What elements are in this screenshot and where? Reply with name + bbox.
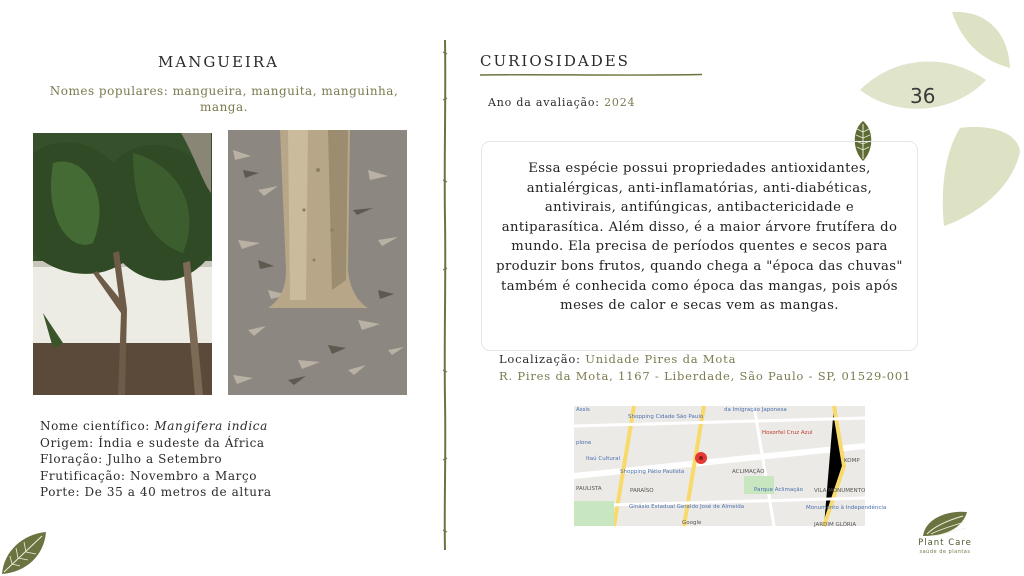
map-label-imigracao: da Imigração Japonesa xyxy=(724,407,787,413)
corner-leaf-icon xyxy=(0,528,48,576)
plant-title: MANGUEIRA xyxy=(158,53,279,71)
flowering-row: Floração: Julho a Setembro xyxy=(40,452,223,466)
plant-care-logo-icon xyxy=(905,506,985,564)
scientific-name-label: Nome científico: xyxy=(40,419,155,433)
location-label: Localização: xyxy=(499,352,586,366)
map-label-aclimacao: ACLIMAÇÃO xyxy=(732,469,765,475)
map-label-ginasio: Ginásio Estadual Geraldo José de Almeida xyxy=(629,504,745,510)
map-label-paulista: PAULISTA xyxy=(576,486,602,492)
map-label-hoxorfel: Hoxorfel Cruz Azul xyxy=(762,430,813,436)
tree-trunk-photo xyxy=(228,130,407,395)
evaluation-year-label: Ano da avaliação: xyxy=(488,96,605,109)
plant-facts xyxy=(40,418,272,501)
map-label-plone: plone xyxy=(576,440,592,446)
location-value: Unidade Pires da Mota xyxy=(585,352,737,366)
evaluation-year xyxy=(488,96,635,109)
column-divider xyxy=(440,40,450,550)
map-label-shopping-cidade: Shopping Cidade São Paulo xyxy=(628,414,704,420)
scientific-name-row xyxy=(40,418,272,435)
curiosities-heading: CURIOSIDADES xyxy=(480,52,630,70)
scientific-name-value: Mangifera indica xyxy=(154,419,268,433)
map-label-vila: VILA MONUMENTO xyxy=(814,488,866,494)
fruiting-row: Frutificação: Novembro a Março xyxy=(40,468,258,483)
location-map[interactable] xyxy=(574,406,887,528)
origin-row: Origem: Índia e sudeste da África xyxy=(40,435,265,450)
map-label-paraiso: PARAÍSO xyxy=(630,488,654,494)
mango-tree-photo xyxy=(33,133,212,395)
location xyxy=(499,352,736,366)
map-label-itau: Itaú Cultural xyxy=(586,456,621,462)
map-label-monumento: Monumento à Independência xyxy=(806,505,887,511)
map-label-parque: Parque Aclimação xyxy=(754,487,803,493)
curiosity-text: Essa espécie possui propriedades antioxidantes, antialérgicas, anti-inflamatórias, anti-diabéticas, antivirais, antifúngicas, antibactericidade e antiparasítica. Além disso, é a maior árvore frutífera do mundo. Ela precisa de períodos quentes e secos para produzir bons frutos, quando chega a "época das chuvas" também é conhecida como época das mangas, pois após meses de calor e secas vem as mangas. xyxy=(481,141,918,351)
map-label-google: Google xyxy=(682,520,702,526)
map-label-jardim: JARDIM GLÓRIA xyxy=(814,522,857,528)
brand-name: Plant Care xyxy=(918,538,972,548)
page-number: 36 xyxy=(910,84,936,108)
map-label-patio: Shopping Pátio Paulista xyxy=(620,469,685,475)
address: R. Pires da Mota, 1167 - Liberdade, São Paulo - SP, 01529-001 xyxy=(499,369,912,383)
map-label-assis: Assis xyxy=(576,407,590,413)
size-row: Porte: De 35 a 40 metros de altura xyxy=(40,485,272,499)
evaluation-year-value: 2024 xyxy=(604,96,636,109)
map-label-komp: KOMP xyxy=(844,458,860,464)
brand-tagline: saúde de plantas xyxy=(919,549,971,555)
heading-underline xyxy=(480,73,702,77)
popular-names: Nomes populares: mangueira, manguita, manguinha, manga. xyxy=(49,84,399,114)
